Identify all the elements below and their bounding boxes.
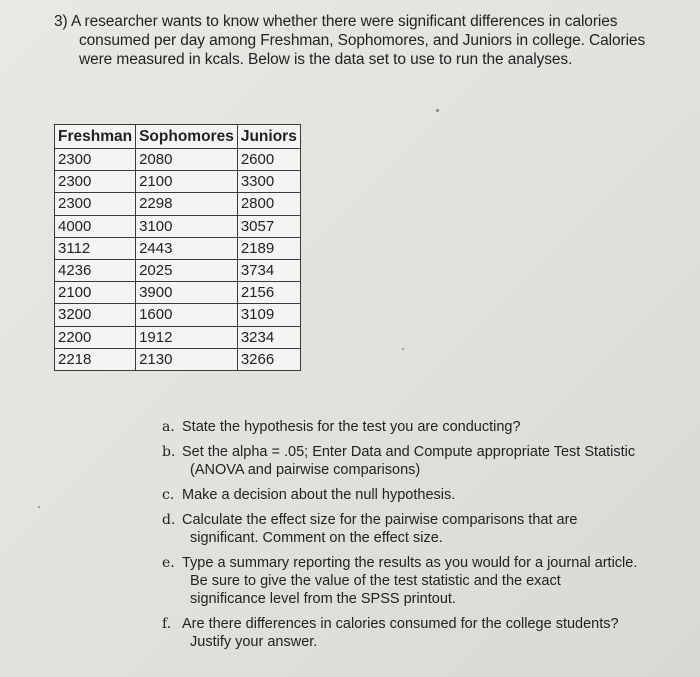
table-cell: 2443 (136, 237, 238, 259)
task-text: Are there differences in calories consumed for the college students? (182, 616, 619, 632)
paper-speck (436, 109, 439, 112)
table-cell: 2025 (136, 259, 238, 281)
table-row (55, 348, 301, 370)
task-text: Make a decision about the null hypothesis. (182, 487, 456, 503)
table-header-row (55, 125, 301, 149)
header-juniors: Juniors (237, 125, 300, 149)
table-row (55, 237, 301, 259)
table-cell: 2100 (136, 171, 238, 193)
task-text-cont: Justify your answer. (190, 634, 318, 650)
table-cell: 3057 (237, 215, 300, 237)
table-cell: 2156 (237, 282, 300, 304)
task-item-a (162, 418, 662, 436)
table-cell: 3266 (237, 348, 300, 370)
table-row (55, 193, 301, 215)
task-text: Calculate the effect size for the pairwise comparisons that are (182, 512, 578, 528)
task-item-b (162, 443, 662, 479)
table-cell: 3100 (136, 215, 238, 237)
question-text (54, 12, 684, 69)
table-cell: 2100 (55, 282, 136, 304)
task-item-e (162, 554, 662, 608)
task-letter: b. (162, 444, 176, 460)
table-cell: 2080 (136, 149, 238, 171)
table-cell: 2600 (237, 149, 300, 171)
table-cell: 4236 (55, 259, 136, 281)
paper-speck (38, 506, 40, 508)
task-text: State the hypothesis for the test you are conducting? (182, 419, 521, 435)
paper-speck (402, 348, 404, 350)
table-cell: 3112 (55, 237, 136, 259)
table-row (55, 215, 301, 237)
table-row (55, 304, 301, 326)
question-line-3: were measured in kcals. Below is the data set to use to run the analyses. (79, 51, 573, 68)
table-cell: 2218 (55, 348, 136, 370)
task-letter: f. (162, 616, 172, 632)
question-line-2: consumed per day among Freshman, Sophomores, and Juniors in college. Calories (79, 32, 646, 49)
table-cell: 2300 (55, 149, 136, 171)
table-row (55, 282, 301, 304)
task-text-cont: significant. Comment on the effect size. (190, 530, 443, 546)
task-item-c (162, 486, 662, 504)
table-cell: 2300 (55, 193, 136, 215)
table-cell: 2300 (55, 171, 136, 193)
table-body (55, 149, 301, 371)
table-cell: 1600 (136, 304, 238, 326)
task-text-cont: (ANOVA and pairwise comparisons) (190, 462, 421, 478)
table-cell: 3109 (237, 304, 300, 326)
table-row (55, 259, 301, 281)
task-list (162, 418, 662, 658)
header-sophomores: Sophomores (136, 125, 238, 149)
table-cell: 3900 (136, 282, 238, 304)
data-table (54, 124, 301, 371)
question-line-1: A researcher wants to know whether there were significant differences in calories (70, 13, 618, 30)
task-text: Set the alpha = .05; Enter Data and Compute appropriate Test Statistic (182, 444, 636, 460)
task-letter: d. (162, 512, 176, 528)
question-number: 3) (54, 13, 68, 30)
table-cell: 2200 (55, 326, 136, 348)
task-letter: e. (162, 555, 175, 571)
table-cell: 2298 (136, 193, 238, 215)
table-cell: 2189 (237, 237, 300, 259)
table-row (55, 326, 301, 348)
task-text-cont: significance level from the SPSS printout. (190, 591, 456, 607)
table-row (55, 171, 301, 193)
task-letter: a. (162, 419, 175, 435)
task-item-f (162, 615, 662, 651)
table-cell: 3300 (237, 171, 300, 193)
table-cell: 1912 (136, 326, 238, 348)
header-freshman: Freshman (55, 125, 136, 149)
table-cell: 2130 (136, 348, 238, 370)
table-row (55, 149, 301, 171)
table-cell: 3234 (237, 326, 300, 348)
table-cell: 2800 (237, 193, 300, 215)
task-item-d (162, 511, 662, 547)
table-cell: 3734 (237, 259, 300, 281)
table-cell: 3200 (55, 304, 136, 326)
table-cell: 4000 (55, 215, 136, 237)
task-letter: c. (162, 487, 175, 503)
task-text-cont: Be sure to give the value of the test statistic and the exact (190, 573, 561, 589)
task-text: Type a summary reporting the results as you would for a journal article. (182, 555, 638, 571)
